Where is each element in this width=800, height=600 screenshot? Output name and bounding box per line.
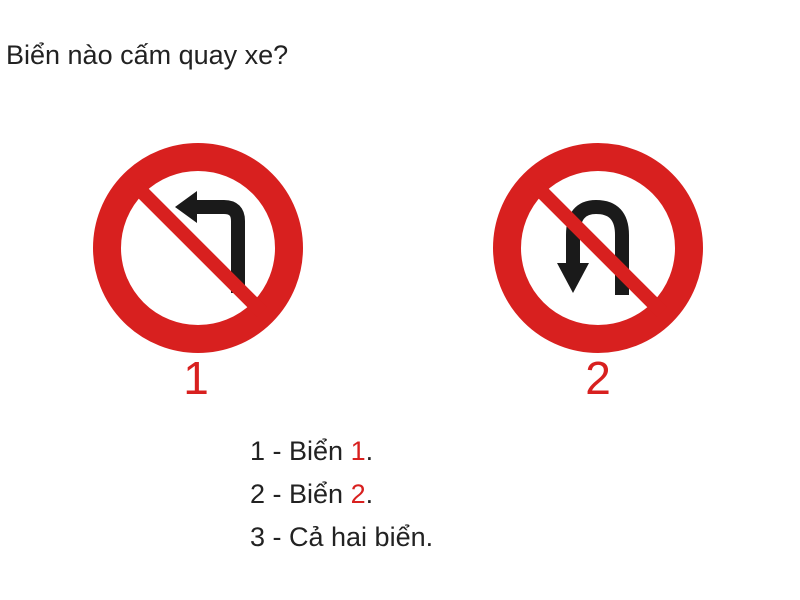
answer-2-suffix: . <box>365 479 374 509</box>
sign-2-image <box>493 143 703 353</box>
answer-option-3[interactable] <box>250 517 433 560</box>
answer-1-prefix: 1 - Biển <box>250 436 351 466</box>
answer-3-text: 3 - Cả hai biển. <box>250 522 434 552</box>
sign-1-image <box>93 143 303 353</box>
answer-option-2[interactable] <box>250 474 433 517</box>
answer-list <box>250 431 433 560</box>
no-u-turn-sign-icon <box>493 143 703 353</box>
answer-option-1[interactable] <box>250 431 433 474</box>
sign-1-number: 1 <box>183 352 209 404</box>
question-title: Biển nào cấm quay xe? <box>6 40 289 70</box>
answer-1-suffix: . <box>365 436 374 466</box>
no-left-turn-sign-icon <box>93 143 303 353</box>
answer-1-ref: 1 <box>350 436 366 466</box>
answer-2-prefix: 2 - Biển <box>250 479 351 509</box>
sign-2-number: 2 <box>585 352 611 404</box>
answer-2-ref: 2 <box>350 479 366 509</box>
